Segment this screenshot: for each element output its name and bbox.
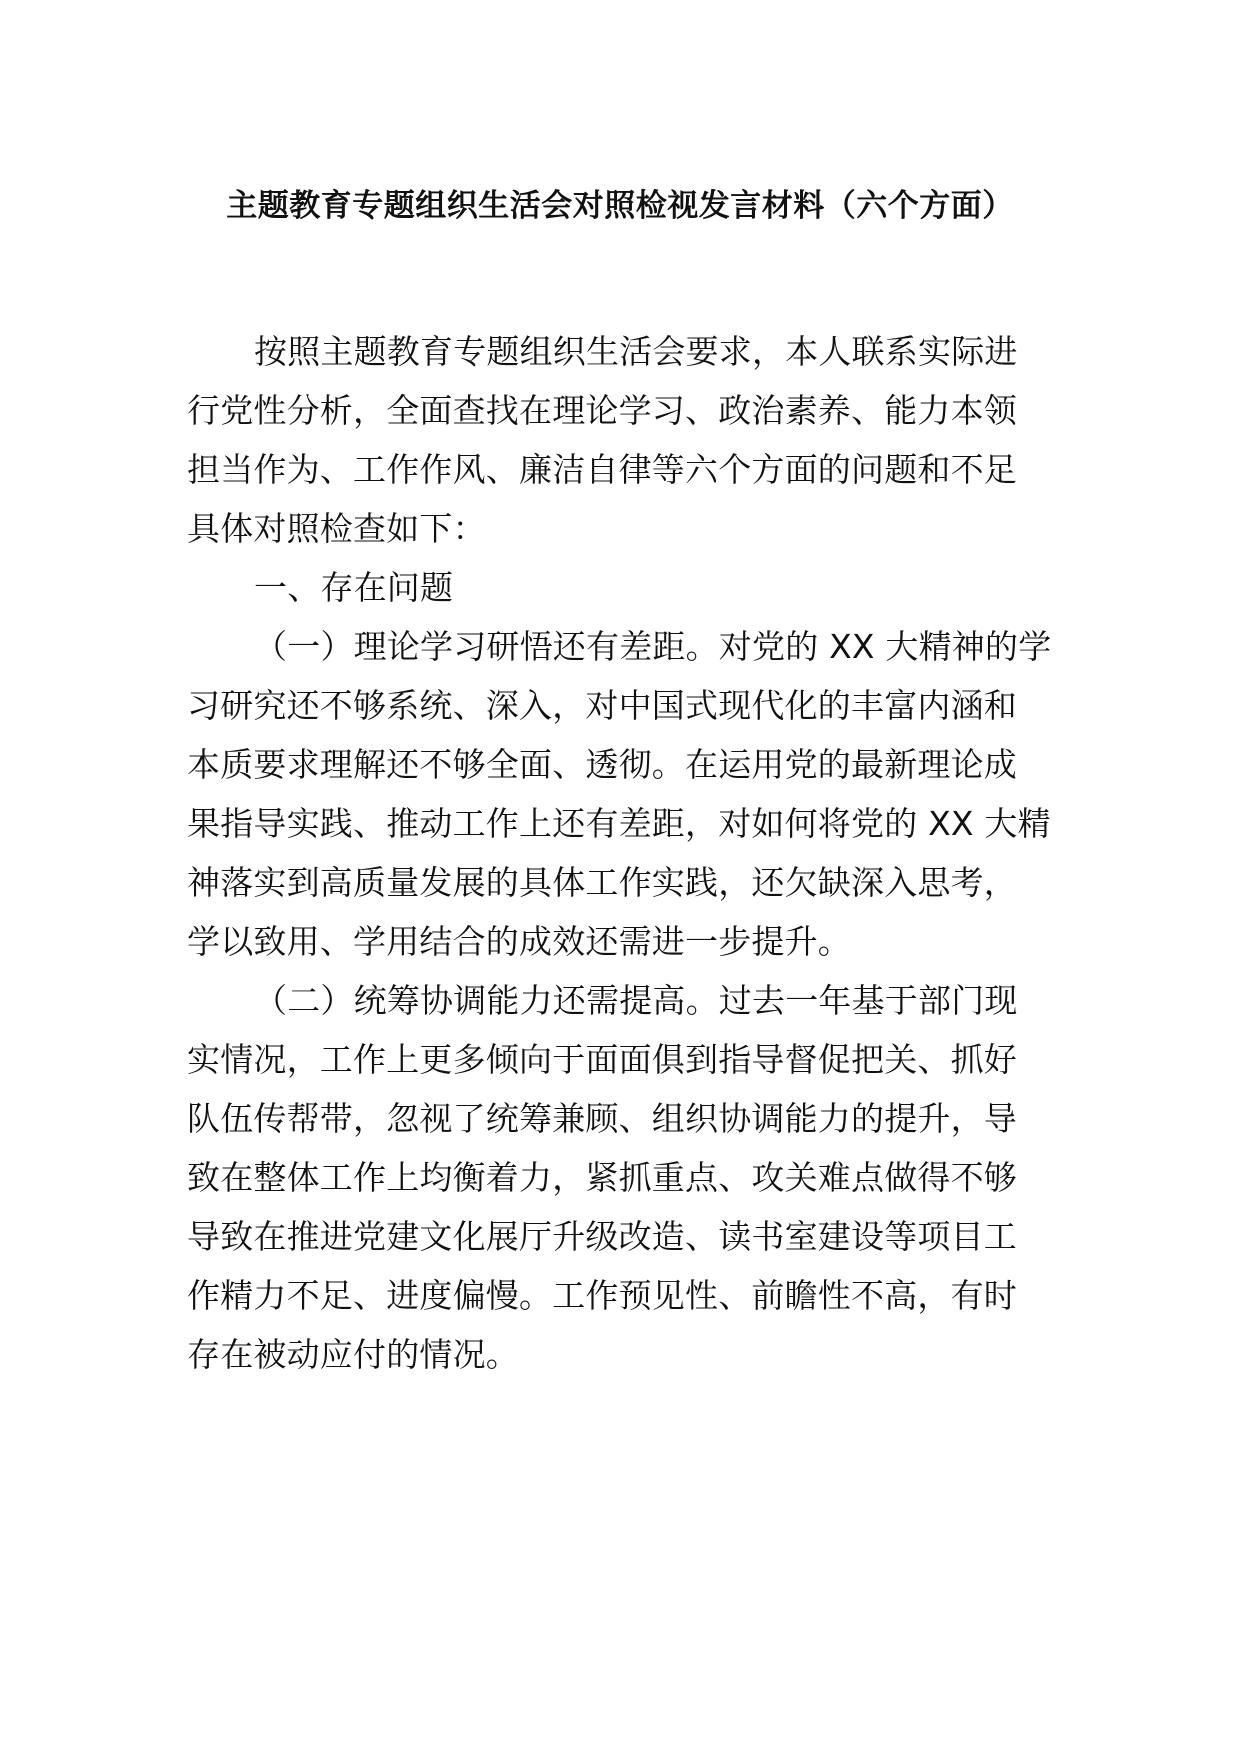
paragraph-line: 果指导实践、推动工作上还有差距，对如何将党的 XX 大精: [187, 804, 1051, 843]
paragraph-line: 存在被动应付的情况。: [187, 1335, 519, 1374]
paragraph-line: 本质要求理解还不够全面、透彻。在运用党的最新理论成: [187, 745, 1017, 784]
paragraph-line: 队伍传帮带，忽视了统筹兼顾、组织协调能力的提升，导: [187, 1099, 1017, 1138]
paragraph-line: 实情况，工作上更多倾向于面面俱到指导督促把关、抓好: [187, 1040, 1017, 1079]
paragraph-line: （二）统筹协调能力还需提高。过去一年基于部门现: [254, 981, 1018, 1020]
paragraph-line: 神落实到高质量发展的具体工作实践，还欠缺深入思考，: [187, 863, 1017, 902]
paragraph-line: 担当作为、工作作风、廉洁自律等六个方面的问题和不足: [187, 450, 1017, 489]
paragraph-line: 习研究还不够系统、深入，对中国式现代化的丰富内涵和: [187, 686, 1017, 725]
document-title: 主题教育专题组织生活会对照检视发言材料（六个方面）: [226, 188, 1014, 224]
paragraph-line: （一）理论学习研悟还有差距。对党的 XX 大精神的学: [254, 627, 1052, 666]
paragraph-line: 导致在推进党建文化展厅升级改造、读书室建设等项目工: [187, 1217, 1017, 1256]
section-heading: 一、存在问题: [254, 568, 454, 607]
paragraph-line: 学以致用、学用结合的成效还需进一步提升。: [187, 922, 851, 961]
paragraph-line: 作精力不足、进度偏慢。工作预见性、前瞻性不高，有时: [187, 1276, 1017, 1315]
paragraph-line: 具体对照检查如下：: [187, 509, 486, 548]
paragraph-line: 致在整体工作上均衡着力，紧抓重点、攻关难点做得不够: [187, 1158, 1017, 1197]
paragraph-line: 行党性分析，全面查找在理论学习、政治素养、能力本领: [187, 391, 1017, 430]
paragraph-line: 按照主题教育专题组织生活会要求，本人联系实际进: [254, 332, 1018, 371]
